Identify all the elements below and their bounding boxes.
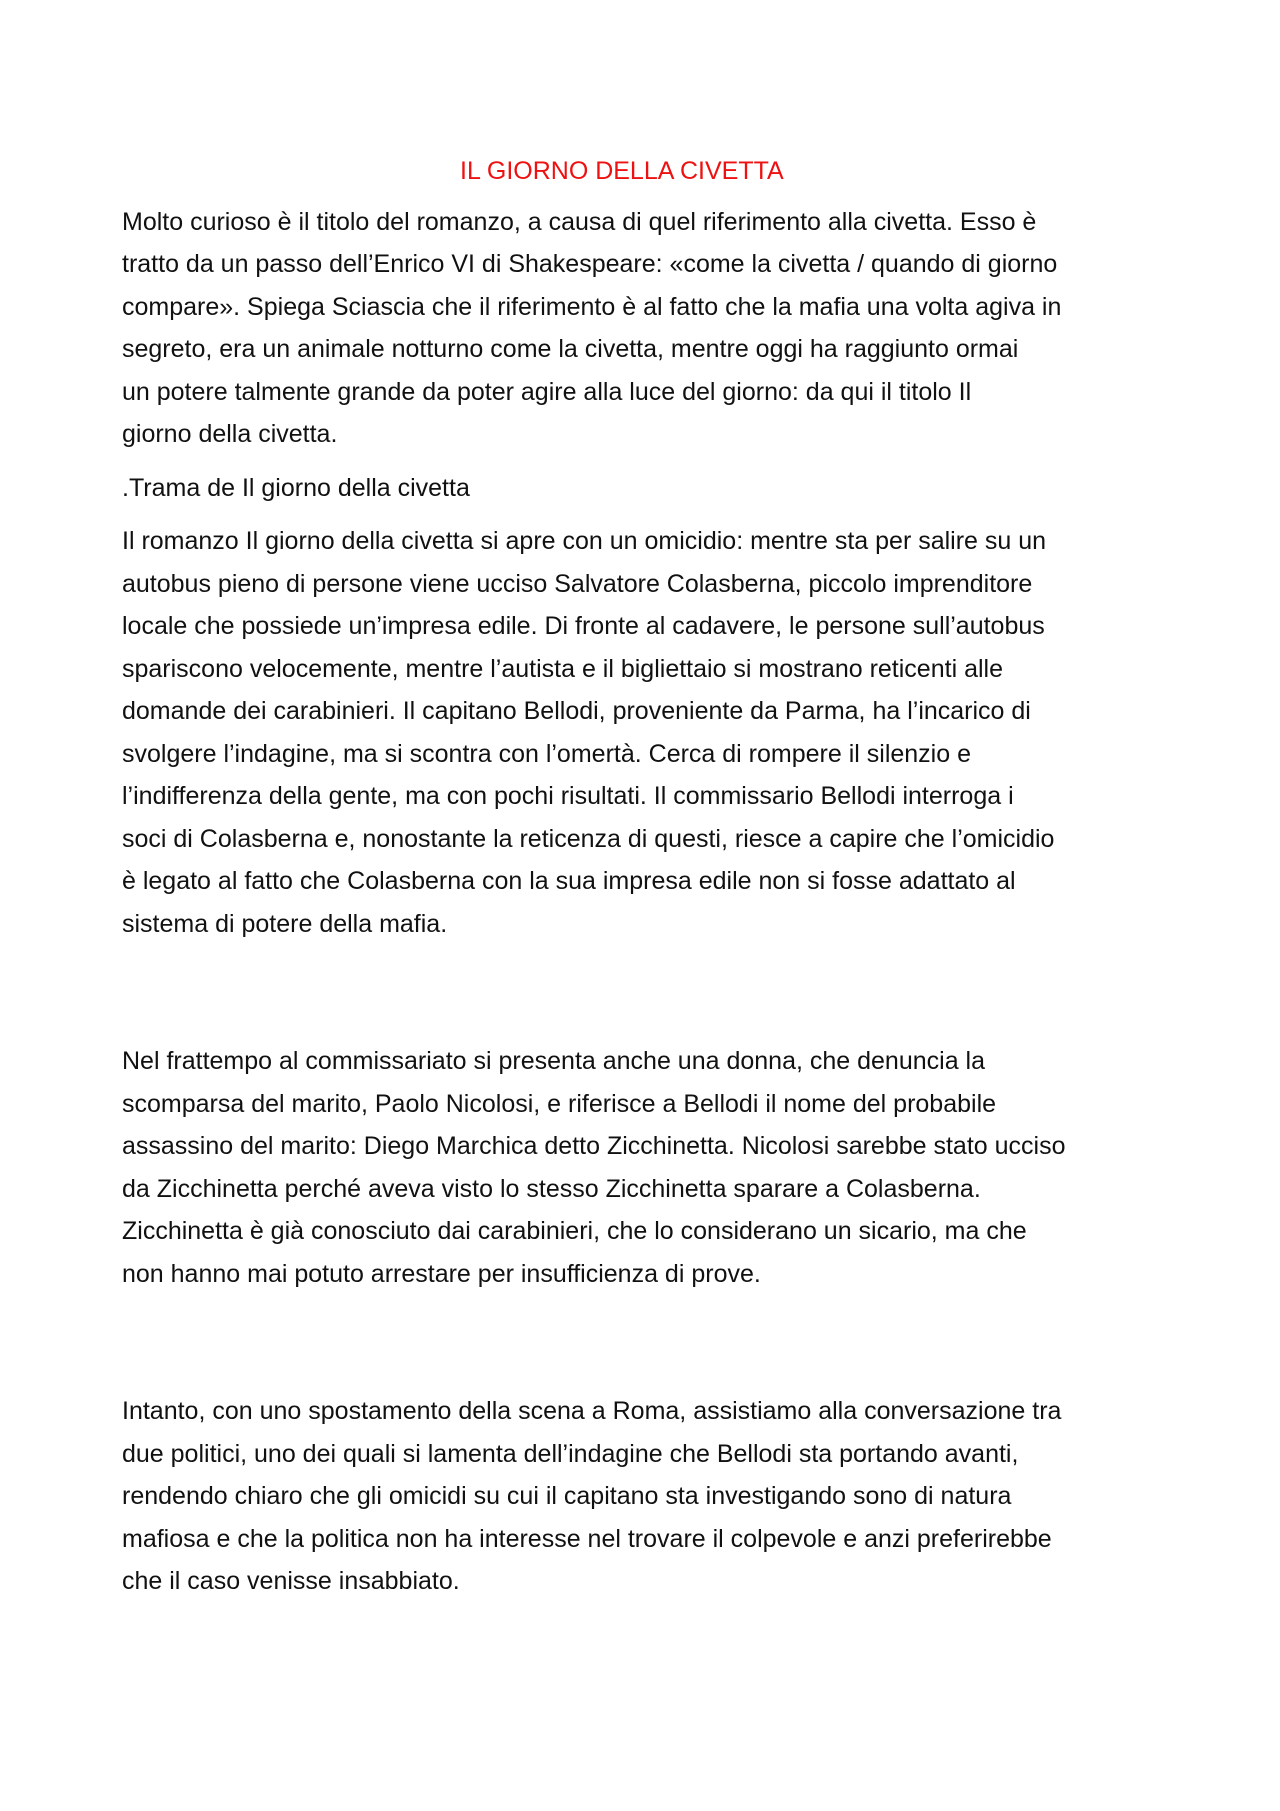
document-body <box>122 150 1162 1614</box>
paragraph-rome-politicians: Intanto, con uno spostamento della scena a Roma, assistiamo alla conversazione tra due politici, uno dei quali si lamenta dell’indagine che Bellodi sta portando avanti, rendendo chiaro che gli omicidi su cui il capitano sta investigando sono di natura mafiosa e che la politica non ha interesse nel trovare il colpevole e anzi preferirebbe che il caso venisse insabbiato. <box>122 1397 1062 1595</box>
document-title: IL GIORNO DELLA CIVETTA <box>460 157 784 185</box>
paragraph-missing-husband: Nel frattempo al commissariato si presenta anche una donna, che denuncia la scomparsa del marito, Paolo Nicolosi, e riferisce a Bellodi il nome del probabile assassino del marito: Diego Marchica detto Zicchinetta. Nicolosi sarebbe stato ucciso da Zicchinetta perché aveva visto lo stesso Zicchinetta sparare a Colasberna. Zicchinetta è già conosciuto dai carabinieri, che lo considerano un sicario, ma che non hanno mai potuto arrestare per insufficienza di prove. <box>122 1047 1066 1288</box>
paragraph-title-explanation: Molto curioso è il titolo del romanzo, a causa di quel riferimento alla civetta. Esso è tratto da un passo dell’Enrico VI di Shakespeare: «come la civetta / quando di giorno compare». Spiega Sciascia che il riferimento è al fatto che la mafia una volta agiva in segreto, era un animale notturno come la civetta, mentre oggi ha raggiunto ormai un potere talmente grande da poter agire alla luce del giorno: da qui il titolo Il giorno della civetta. <box>122 207 1062 448</box>
section-heading-plot: .Trama de Il giorno della civetta <box>122 473 470 502</box>
paragraph-plot-intro: Il romanzo Il giorno della civetta si apre con un omicidio: mentre sta per salire su un autobus pieno di persone viene ucciso Salvatore Colasberna, piccolo imprenditore locale che possiede un’impresa edile. Di fronte al cadavere, le persone sull’autobus spariscono velocemente, mentre l’autista e il bigliettaio si mostrano reticenti alle domande dei carabinieri. Il capitano Bellodi, proveniente da Parma, ha l’incarico di svolgere l’indagine, ma si scontra con l’omertà. Cerca di rompere il silenzio e l’indifferenza della gente, ma con pochi risultati. Il commissario Bellodi interroga i soci di Colasberna e, nonostante la reticenza di questi, riesce a capire che l’omicidio è legato al fatto che Colasberna con la sua impresa edile non si fosse adattato al sistema di potere della mafia. <box>122 527 1055 938</box>
